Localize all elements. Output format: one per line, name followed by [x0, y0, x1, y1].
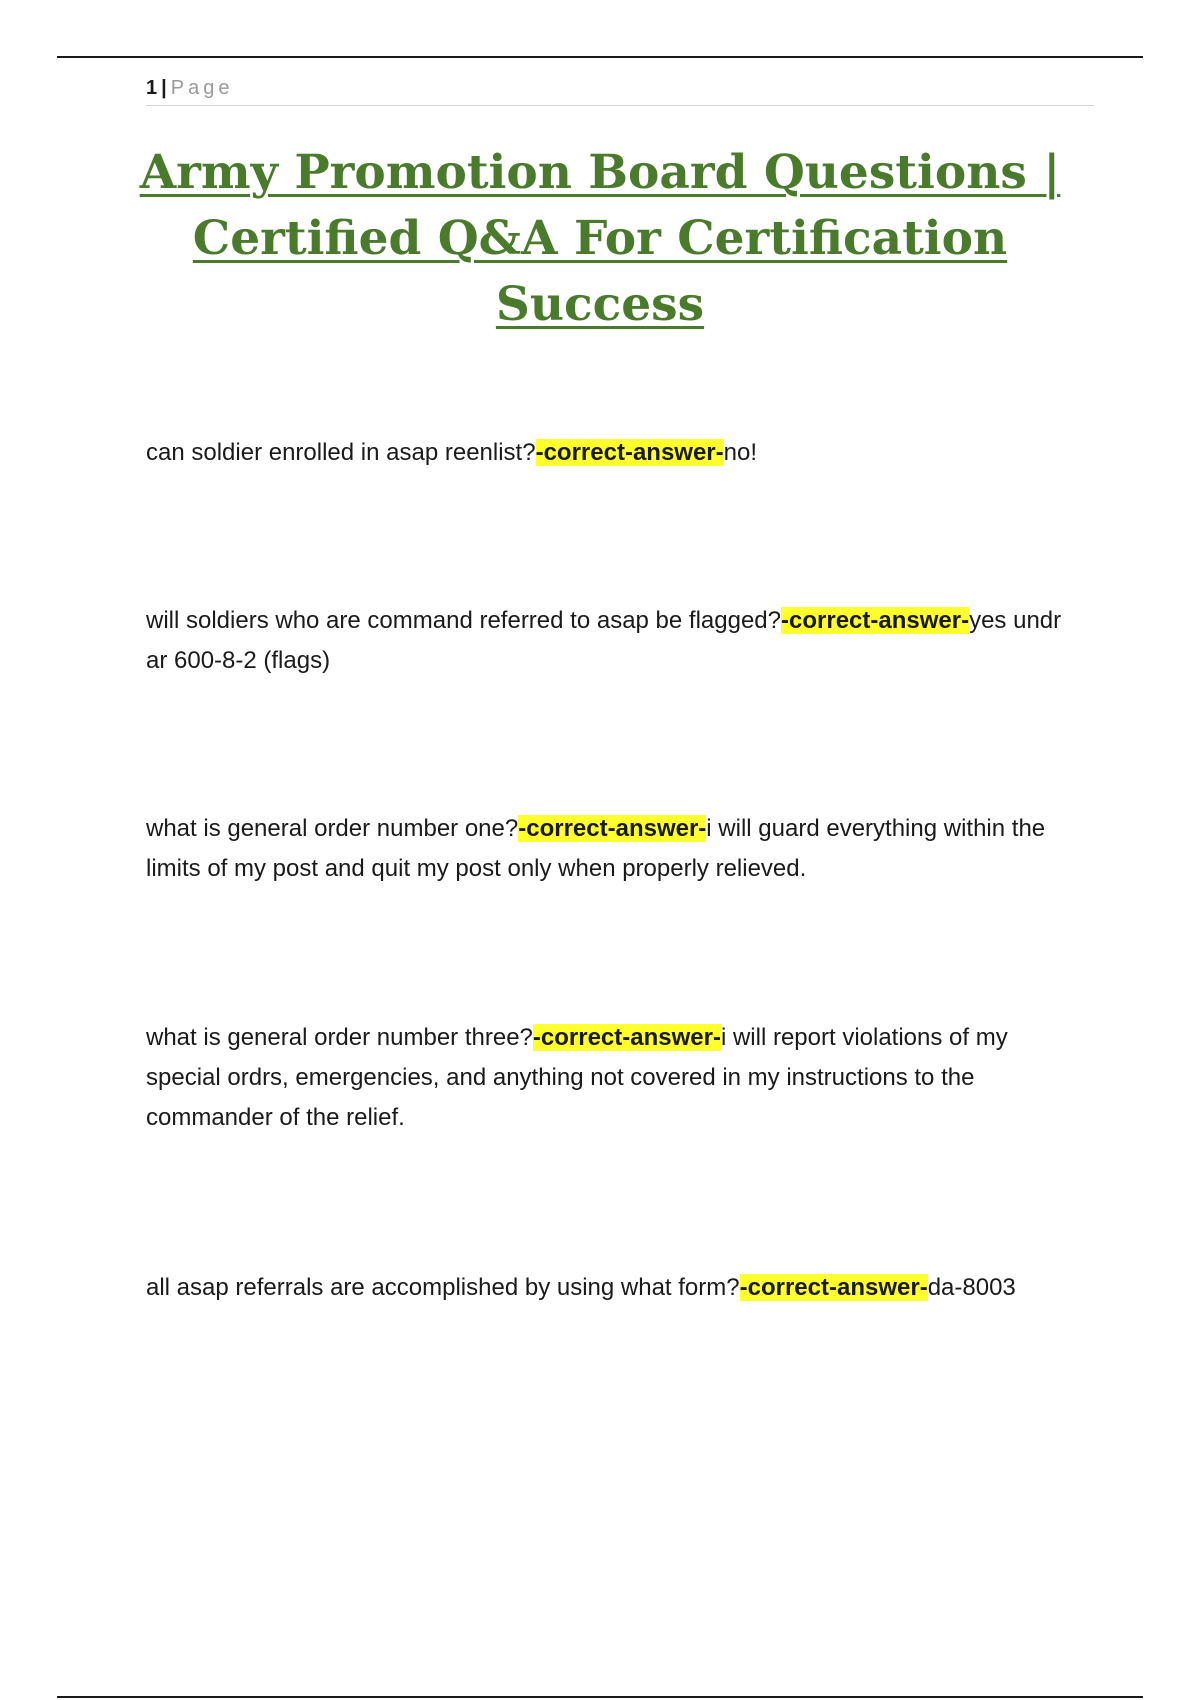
qa-item-5	[146, 1268, 1086, 1308]
question-text: what is general order number three?	[146, 1024, 533, 1051]
question-text: can soldier enrolled in asap reenlist?	[146, 439, 536, 466]
document-title	[100, 140, 1100, 338]
question-text: will soldiers who are command referred to asap be flagged?	[146, 607, 782, 634]
page-label: Page	[170, 77, 234, 99]
top-rule	[57, 56, 1143, 58]
bottom-rule	[57, 1696, 1143, 1698]
answer-text: i will report violations of my special ordrs, emergencies, and anything not covered in my instructions to the commander of the relief.	[146, 1024, 1008, 1131]
correct-answer-marker: -correct-answer-	[739, 1274, 928, 1301]
qa-item-2	[146, 601, 1086, 681]
correct-answer-marker: -correct-answer-	[518, 815, 707, 842]
answer-text: i will guard everything within the limits of my post and quit my post only when properly relieved.	[146, 815, 1046, 882]
answer-text: no!	[723, 439, 758, 466]
answer-text: yes undr ar 600-8-2 (flags)	[146, 607, 1062, 674]
title-line-1: Army Promotion Board Questions |	[139, 145, 1061, 200]
correct-answer-marker: -correct-answer-	[781, 607, 970, 634]
answer-text: da-8003	[927, 1274, 1016, 1301]
qa-item-3	[146, 809, 1086, 889]
correct-answer-marker: -correct-answer-	[535, 439, 724, 466]
question-text: what is general order number one?	[146, 815, 519, 842]
question-text: all asap referrals are accomplished by using what form?	[146, 1274, 740, 1301]
qa-item-1	[146, 433, 1086, 473]
page-header	[146, 74, 1094, 106]
title-line-2: Certified Q&A For Certification Success	[192, 211, 1008, 332]
page-separator: |	[161, 77, 167, 99]
page-number: 1	[146, 77, 158, 99]
qa-item-4	[146, 1018, 1086, 1138]
correct-answer-marker: -correct-answer-	[532, 1024, 721, 1051]
